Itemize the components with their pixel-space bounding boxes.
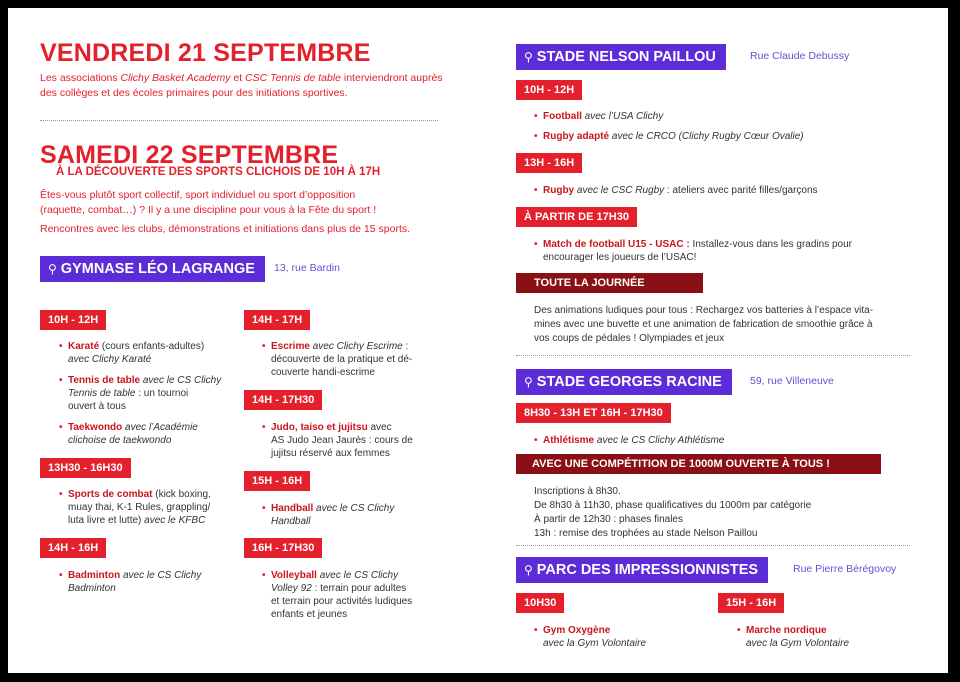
time-slot: 14H - 16H bbox=[40, 538, 106, 558]
list-item: • Tennis de table avec le CS Clichy Tennis de table : un tournoi ouvert à tous bbox=[59, 375, 222, 412]
time-slot: 14H - 17H bbox=[244, 310, 310, 330]
time-slot: 15H - 16H bbox=[718, 593, 784, 613]
all-day-banner: TOUTE LA JOURNÉE bbox=[516, 273, 703, 293]
time-slot: 16H - 17H30 bbox=[244, 538, 322, 558]
time-slot: À PARTIR DE 17H30 bbox=[516, 207, 637, 227]
racine-address: 59, rue Villeneuve bbox=[750, 375, 834, 387]
competition-details: Inscriptions à 8h30. De 8h30 à 11h30, phase qualificatives du 1000m par catégorie À partir de 12h30 : phases finales 13h : remise des trophées au stade Nelson Paillou bbox=[534, 486, 812, 539]
venue-gymnase-leo-lagrange: ⚲ GYMNASE LÉO LAGRANGE bbox=[40, 256, 265, 282]
venue-parc-des-impressionnistes: ⚲ PARC DES IMPRESSIONNISTES bbox=[516, 557, 768, 583]
list-item: • Football avec l’USA Clichy bbox=[534, 111, 664, 122]
map-pin-icon: ⚲ bbox=[524, 50, 533, 64]
list-item: • Volleyball avec le CS Clichy Volley 92 : terrain pour adultes et terrain pour activités ludiques enfants et jeunes bbox=[262, 570, 413, 620]
saturday-subtitle: À LA DÉCOUVERTE DES SPORTS CLICHOIS DE 10H À 17H bbox=[56, 166, 381, 178]
list-item: • Match de football U15 - USAC : Installez-vous dans les gradins pour encourager les joueurs de l’USAC! bbox=[534, 239, 852, 263]
time-slot: 13H30 - 16H30 bbox=[40, 458, 131, 478]
map-pin-icon: ⚲ bbox=[524, 563, 533, 577]
list-item: • Rugby avec le CSC Rugby : ateliers avec parité filles/garçons bbox=[534, 185, 818, 196]
time-slot: 15H - 16H bbox=[244, 471, 310, 491]
time-slot: 10H - 12H bbox=[40, 310, 106, 330]
map-pin-icon: ⚲ bbox=[524, 375, 533, 389]
list-item: • Badminton avec le CS Clichy Badminton bbox=[59, 570, 202, 594]
divider bbox=[40, 120, 438, 121]
nelson-address: Rue Claude Debussy bbox=[750, 50, 850, 62]
time-slot: 10H - 12H bbox=[516, 80, 582, 100]
impressionnistes-address: Rue Pierre Bérégovoy bbox=[793, 563, 897, 575]
map-pin-icon: ⚲ bbox=[48, 262, 57, 276]
list-item: • Taekwondo avec l’Académie clichoise de taekwondo bbox=[59, 422, 198, 446]
time-slot: 8H30 - 13H ET 16H - 17H30 bbox=[516, 403, 671, 423]
venue-stade-georges-racine: ⚲ STADE GEORGES RACINE bbox=[516, 369, 732, 395]
flyer-page bbox=[8, 8, 948, 673]
list-item: • Sports de combat (kick boxing, muay thai, K-1 Rules, grappling/ luta livre et lutte) avec le KFBC bbox=[59, 489, 211, 526]
list-item: • Rugby adapté avec le CRCO (Clichy Rugby Cœur Ovalie) bbox=[534, 131, 804, 142]
list-item: • Escrime avec Clichy Escrime : découverte de la pratique et dé- couverte handi-escrime bbox=[262, 341, 413, 378]
competition-banner: AVEC UNE COMPÉTITION DE 1000M OUVERTE À TOUS ! bbox=[516, 454, 881, 474]
venue-stade-nelson-paillou: ⚲ STADE NELSON PAILLOU bbox=[516, 44, 726, 70]
friday-intro: Les associations Clichy Basket Academy et CSC Tennis de table interviendront auprès des collèges et des écoles primaires pour des initiations sportives. bbox=[40, 72, 443, 99]
all-day-description: Des animations ludiques pour tous : Rechargez vos batteries à l’espace vita- mines avec une buvette et une animation de fabrication de smoothie grâce à vos coups de pédales ! Olympiades et jeux bbox=[534, 305, 874, 344]
list-item: • Handball avec le CS Clichy Handball bbox=[262, 503, 395, 527]
list-item: • Gym Oxygène avec la Gym Volontaire bbox=[534, 625, 647, 649]
gymnase-address: 13, rue Bardin bbox=[274, 262, 340, 274]
saturday-title: SAMEDI 22 SEPTEMBRE bbox=[40, 141, 339, 169]
divider bbox=[516, 355, 910, 356]
time-slot: 14H - 17H30 bbox=[244, 390, 322, 410]
saturday-intro: Êtes-vous plutôt sport collectif, sport individuel ou sport d’opposition (raquette, combat…) ? Il y a une discipline pour vous à la Fête du sport ! Rencontres avec les clubs, démonstrations et initiations dans plus de 15 sports. bbox=[40, 189, 411, 235]
list-item: • Karaté (cours enfants-adultes) avec Clichy Karaté bbox=[59, 341, 205, 365]
divider bbox=[516, 545, 910, 546]
time-slot: 13H - 16H bbox=[516, 153, 582, 173]
friday-title: VENDREDI 21 SEPTEMBRE bbox=[40, 39, 371, 67]
list-item: • Marche nordique avec la Gym Volontaire bbox=[737, 625, 850, 649]
list-item: • Athlétisme avec le CS Clichy Athlétisme bbox=[534, 435, 725, 446]
time-slot: 10H30 bbox=[516, 593, 564, 613]
list-item: • Judo, taiso et jujitsu avec AS Judo Jean Jaurès : cours de jujitsu réservé aux femmes bbox=[262, 422, 413, 459]
